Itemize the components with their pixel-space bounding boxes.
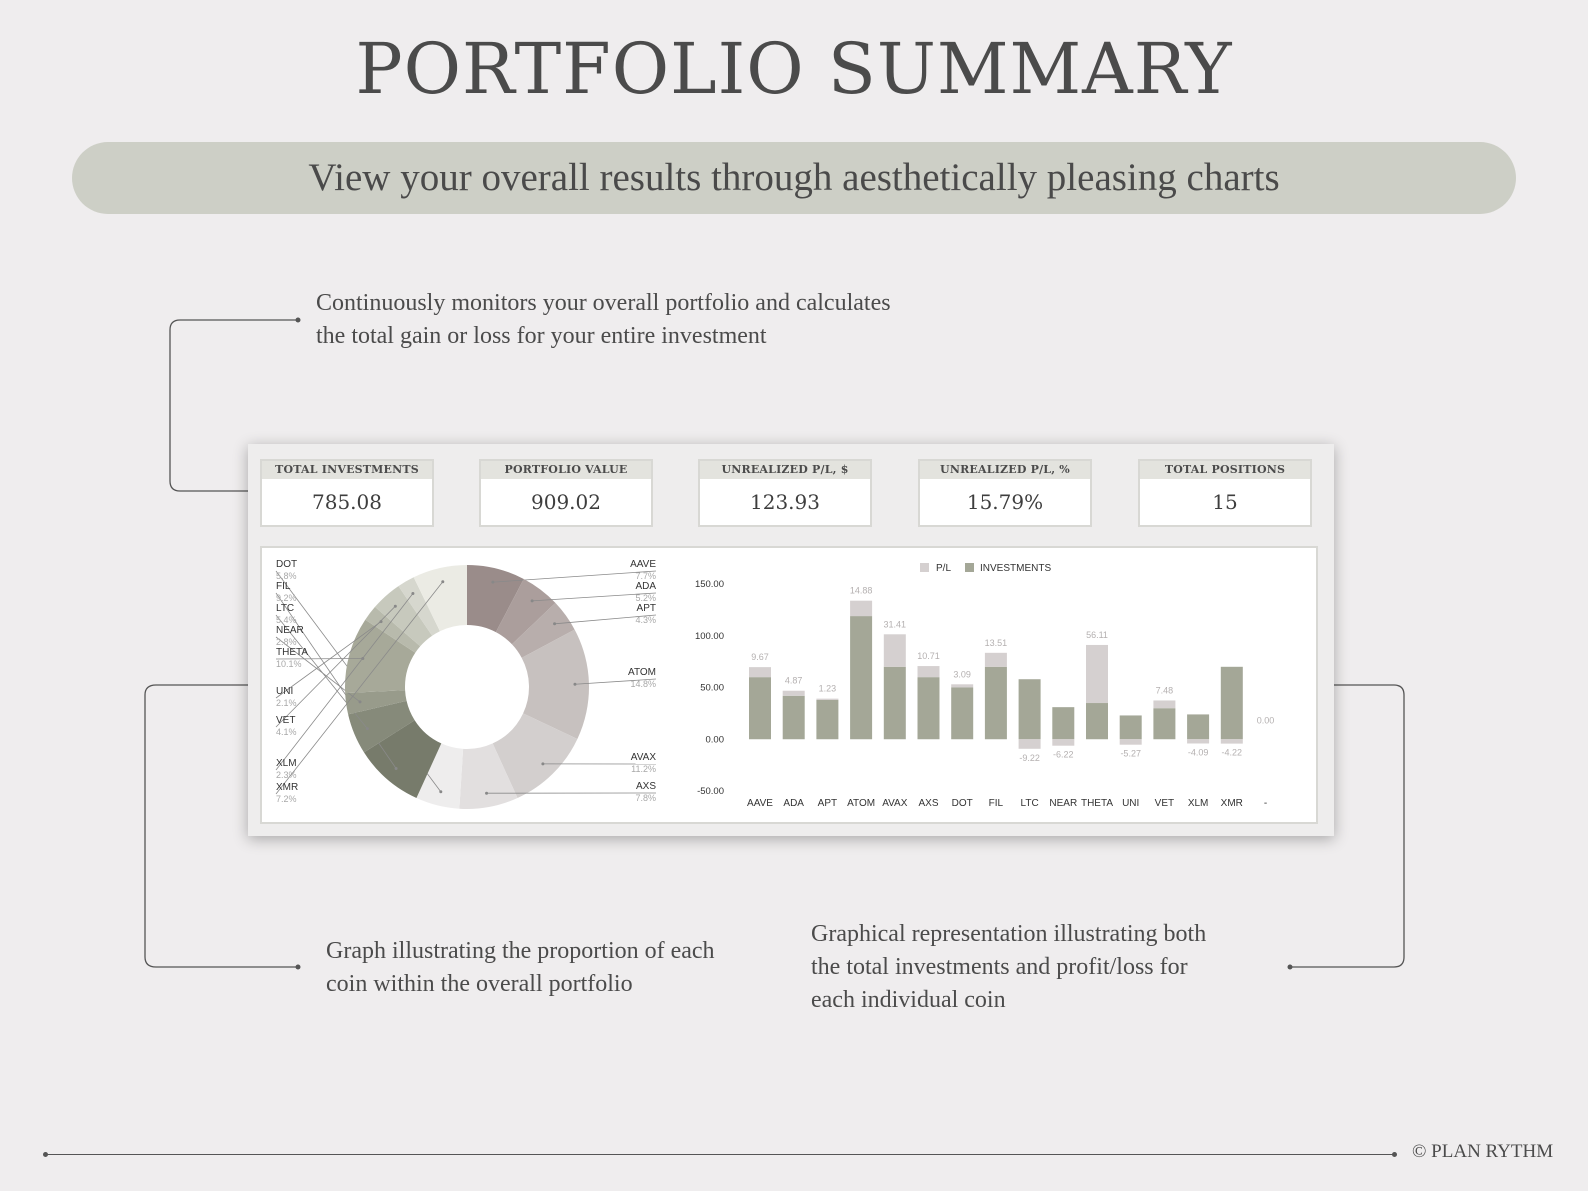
bar-pl-theta (1086, 645, 1108, 703)
donut-percent-ltc: 5.4% (276, 615, 297, 625)
bar-investments-xmr (1221, 667, 1243, 739)
pl-data-label-uni: -5.27 (1120, 748, 1141, 759)
donut-leader-dot (531, 599, 534, 602)
x-tick-label-vet: VET (1154, 798, 1175, 809)
bar-investments-axs (918, 677, 940, 739)
x-tick-label-theta: THETA (1080, 798, 1114, 809)
donut-percent-axs: 7.8% (635, 793, 656, 803)
legend-label-investments: INVESTMENTS (980, 563, 1052, 574)
bar-investments-ada (783, 696, 805, 739)
kpi-value: 909.02 (531, 490, 601, 514)
bar-pl-avax (884, 634, 906, 667)
bar-pl-near (1052, 739, 1074, 745)
note-top (316, 287, 891, 353)
x-tick-label-ltc: LTC (1020, 798, 1039, 809)
donut-label-fil: FIL (276, 581, 291, 592)
donut-label-avax: AVAX (630, 752, 656, 763)
donut-percent-ada: 5.2% (635, 593, 656, 603)
legend-label-pl: P/L (936, 563, 952, 574)
donut-chart (262, 548, 682, 822)
y-tick-label: 0.00 (705, 734, 724, 746)
x-tick-label-fil: FIL (988, 798, 1004, 809)
x-tick-label-avax: AVAX (882, 798, 908, 809)
kpi-value: 15.79% (966, 490, 1044, 514)
pl-data-label-ada: 4.87 (784, 675, 803, 686)
donut-leader-dot (439, 790, 442, 793)
donut-percent-atom: 14.8% (630, 679, 656, 689)
donut-percent-avax: 11.2% (631, 764, 656, 774)
bar-pl-ltc (1019, 739, 1041, 749)
note-bottom-right (811, 918, 1206, 1017)
x-tick-label-blank: - (1263, 798, 1268, 809)
pl-data-label-aave: 9.67 (751, 652, 769, 663)
bar-pl-xlm (1187, 739, 1209, 743)
x-tick-label-apt: APT (817, 798, 838, 809)
charts-panel (260, 546, 1318, 824)
bar-investments-avax (884, 667, 906, 739)
y-tick-label: -50.00 (697, 786, 724, 797)
bar-investments-atom (850, 616, 872, 739)
kpi-total-positions (1138, 459, 1312, 527)
donut-percent-xmr: 7.2% (276, 794, 297, 804)
donut-label-ada: ADA (635, 581, 656, 592)
kpi-total-investments (260, 459, 434, 527)
pl-data-label-fil: 13.51 (984, 637, 1008, 648)
x-tick-label-dot: DOT (951, 798, 973, 809)
kpi-label: TOTAL INVESTMENTS (262, 461, 432, 479)
bar-pl-apt (816, 699, 838, 700)
bar-pl-uni (1120, 739, 1142, 744)
donut-percent-dot: 5.8% (276, 571, 297, 581)
pl-data-label-xmr: -4.22 (1221, 747, 1243, 758)
donut-label-theta: THETA (276, 647, 309, 658)
bar-investments-dot (951, 688, 973, 740)
bar-pl-aave (749, 667, 771, 677)
donut-leader-dot (411, 592, 414, 595)
donut-percent-near: 2.8% (276, 637, 297, 647)
legend-swatch-investments (965, 563, 974, 572)
donut-leader-dot (541, 762, 544, 765)
pl-data-label-xlm: -4.09 (1187, 747, 1209, 758)
pl-data-label-avax: 31.41 (883, 619, 907, 630)
bar-investments-ltc (1019, 679, 1041, 739)
bar-pl-dot (951, 684, 973, 687)
donut-leader-dot (394, 605, 397, 608)
donut-label-vet: VET (276, 715, 296, 726)
note-bottom-left-line-2: coin within the overall portfolio (326, 971, 633, 997)
x-tick-label-near: NEAR (1049, 798, 1078, 809)
bar-pl-axs (918, 666, 940, 677)
y-tick-label: 150.00 (694, 579, 724, 590)
bar-pl-ada (783, 691, 805, 696)
donut-percent-fil: 9.2% (276, 593, 297, 603)
donut-leader-dot (441, 580, 444, 583)
x-tick-label-ada: ADA (783, 798, 804, 809)
x-tick-label-atom: ATOM (847, 798, 876, 809)
dashboard-screenshot (248, 444, 1334, 836)
x-tick-label-xlm: XLM (1187, 798, 1209, 809)
bar-pl-fil (985, 653, 1007, 667)
donut-percent-uni: 2.1% (276, 698, 297, 708)
legend-swatch-pl (920, 563, 929, 572)
footer-dot-right (1392, 1152, 1397, 1157)
donut-label-apt: APT (636, 603, 656, 614)
bar-investments-near (1052, 707, 1074, 739)
pl-data-label-axs: 10.71 (917, 651, 940, 662)
donut-label-uni: UNI (276, 686, 294, 697)
note-bottom-right-line-2: the total investments and profit/loss for (811, 954, 1188, 980)
bar-pl-vet (1153, 700, 1175, 708)
bar-pl-xmr (1221, 739, 1243, 743)
kpi-label: UNREALIZED P/L, % (920, 461, 1090, 479)
donut-leader-dot (573, 683, 576, 686)
pl-data-label-near: -6.22 (1053, 749, 1074, 760)
donut-leader-dot (485, 792, 488, 795)
subtitle-banner: View your overall results through aesthetically pleasing charts (72, 142, 1516, 214)
donut-percent-xlm: 2.3% (276, 770, 297, 780)
bar-investments-aave (749, 677, 771, 739)
copyright-text: © PLAN RYTHM (1412, 1141, 1554, 1162)
note-bottom-right-line-3: each individual coin (811, 987, 1006, 1013)
pl-data-label-dot: 3.09 (953, 669, 971, 680)
bar-investments-vet (1153, 708, 1175, 739)
note-bottom-left (326, 935, 715, 1001)
y-tick-label: 50.00 (700, 682, 724, 694)
pl-data-label-theta: 56.11 (1086, 629, 1108, 640)
pl-data-label-atom: 14.88 (849, 585, 873, 596)
bar-chart (692, 548, 1312, 822)
donut-leader-dot (366, 727, 369, 730)
bar-investments-theta (1086, 703, 1108, 739)
x-tick-label-aave: AAVE (747, 798, 773, 809)
donut-label-axs: AXS (635, 781, 656, 792)
pl-data-label-ltc: -9.22 (1019, 752, 1040, 763)
donut-percent-apt: 4.3% (635, 615, 656, 625)
y-tick-label: 100.00 (694, 630, 724, 642)
donut-percent-theta: 10.1% (276, 659, 302, 669)
pl-data-label-apt: 1.23 (818, 683, 837, 694)
donut-label-aave: AAVE (630, 559, 656, 570)
bar-investments-apt (816, 700, 838, 739)
kpi-label: TOTAL POSITIONS (1140, 461, 1310, 479)
bar-investments-xlm (1187, 714, 1209, 739)
kpi-value: 785.08 (312, 490, 382, 514)
kpi-unrealized-pl-percent (918, 459, 1092, 527)
note-bottom-right-line-1: Graphical representation illustrating both (811, 921, 1207, 947)
note-bottom-left-line-1: Graph illustrating the proportion of each (326, 938, 715, 964)
donut-leader-dot (359, 700, 362, 703)
bar-investments-fil (985, 667, 1007, 739)
note-top-line-1: Continuously monitors your overall portfolio and calculates (316, 290, 891, 316)
bar-investments-uni (1120, 715, 1142, 739)
donut-label-dot: DOT (276, 559, 298, 570)
pl-data-label-blank: 0.00 (1256, 715, 1275, 726)
donut-label-xlm: XLM (276, 758, 297, 769)
kpi-label: PORTFOLIO VALUE (481, 461, 651, 479)
bar-pl-atom (850, 601, 872, 616)
donut-leader-dot (395, 767, 398, 770)
footer-divider (45, 1154, 1395, 1155)
x-tick-label-xmr: XMR (1220, 798, 1243, 809)
donut-label-ltc: LTC (276, 603, 295, 614)
kpi-unrealized-pl-dollar (698, 459, 872, 527)
donut-label-xmr: XMR (276, 782, 299, 793)
x-tick-label-uni: UNI (1122, 798, 1140, 809)
donut-label-near: NEAR (276, 625, 304, 636)
kpi-value: 123.93 (750, 490, 820, 514)
donut-leader-dot (491, 581, 494, 584)
donut-label-atom: ATOM (628, 667, 656, 678)
x-tick-label-axs: AXS (918, 798, 939, 809)
donut-leader-dot (553, 622, 556, 625)
kpi-label: UNREALIZED P/L, $ (700, 461, 870, 479)
kpi-value: 15 (1212, 490, 1238, 514)
page-title: PORTFOLIO SUMMARY (355, 28, 1233, 110)
note-top-line-2: the total gain or loss for your entire investment (316, 323, 767, 349)
donut-percent-aave: 7.7% (635, 571, 656, 581)
kpi-portfolio-value (479, 459, 653, 527)
pl-data-label-vet: 7.48 (1155, 685, 1174, 696)
donut-percent-vet: 4.1% (276, 727, 297, 737)
footer-dot-left (43, 1152, 48, 1157)
